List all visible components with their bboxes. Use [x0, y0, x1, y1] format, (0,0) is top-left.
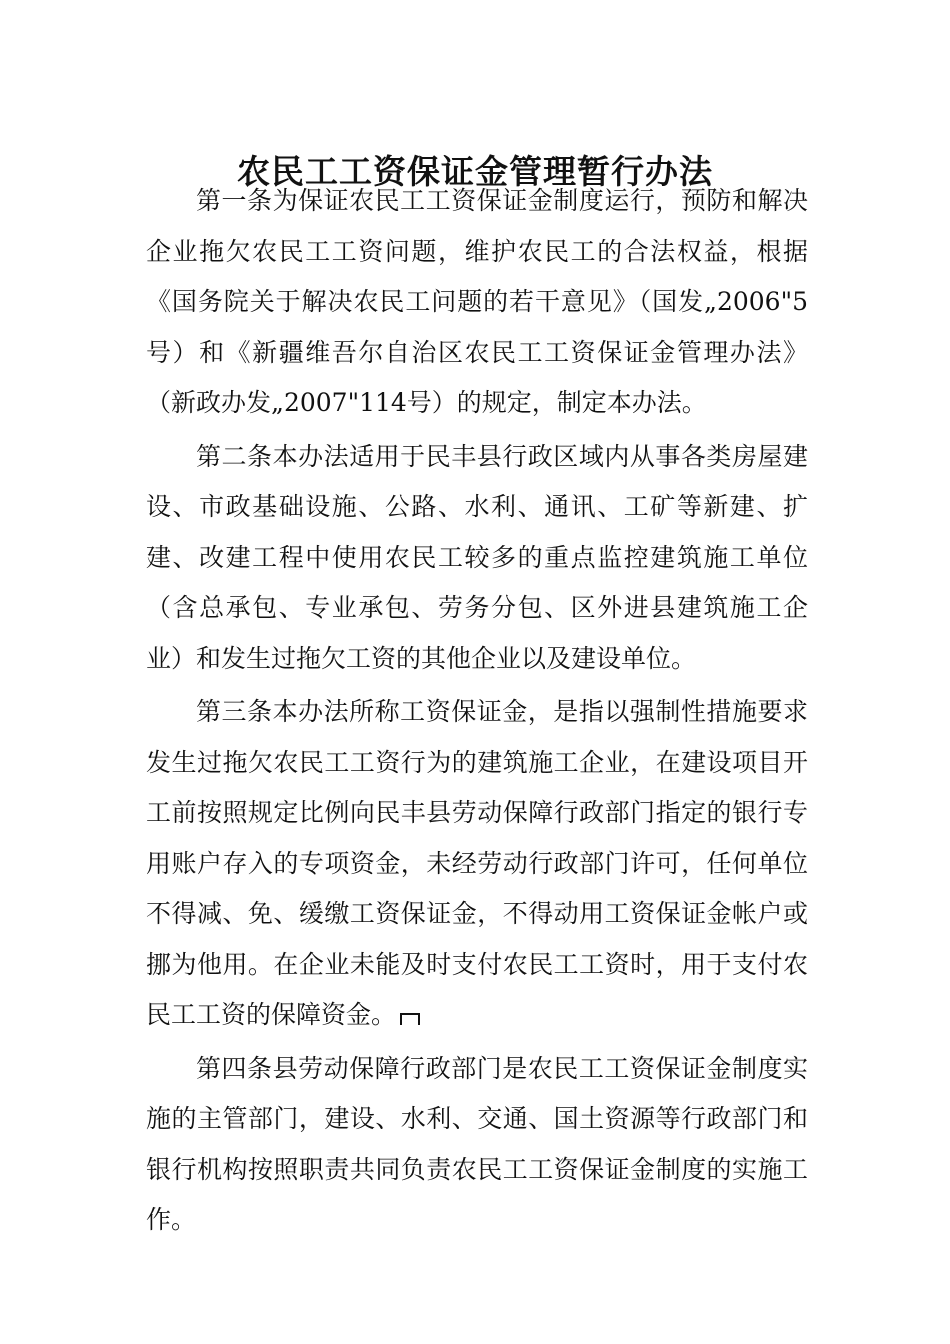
- article-3-paragraph: [146, 687, 808, 1041]
- article-1-paragraph: 第一条为保证农民工工资保证金制度运行，预防和解决企业拖欠农民工工资问题，维护农民工的合法权益，根据《国务院关于解决农民工问题的若干意见》（国发„2006"5号）和《新疆维吾尔自治区农民工工资保证金管理办法》（新政办发„2007"114号）的规定，制定本办法。: [146, 186, 808, 417]
- article-3-text: 第三条本办法所称工资保证金，是指以强制性措施要求发生过拖欠农民工工资行为的建筑施工企业，在建设项目开工前按照规定比例向民丰县劳动保障行政部门指定的银行专用账户存入的专项资金，未经劳动行政部门许可，任何单位不得减、免、缓缴工资保证金，不得动用工资保证金帐户或挪为他用。在企业未能及时支付农民工工资时，用于支付农民工工资的保障资金。: [146, 697, 808, 1029]
- article-4-paragraph: 第四条县劳动保障行政部门是农民工工资保证金制度实施的主管部门，建设、水利、交通、国土资源等行政部门和银行机构按照职责共同负责农民工工资保证金制度的实施工作。: [146, 1053, 808, 1234]
- bracket-mark-icon: [400, 1013, 420, 1025]
- document-title: 农民工工资保证金管理暂行办法: [237, 152, 713, 192]
- article-2-paragraph: 第二条本办法适用于民丰县行政区域内从事各类房屋建设、市政基础设施、公路、水利、通讯、工矿等新建、扩建、改建工程中使用农民工较多的重点监控建筑施工单位（含总承包、专业承包、劳务分包、区外进县建筑施工企业）和发生过拖欠工资的其他企业以及建设单位。: [146, 441, 808, 673]
- document-body: [146, 176, 808, 1246]
